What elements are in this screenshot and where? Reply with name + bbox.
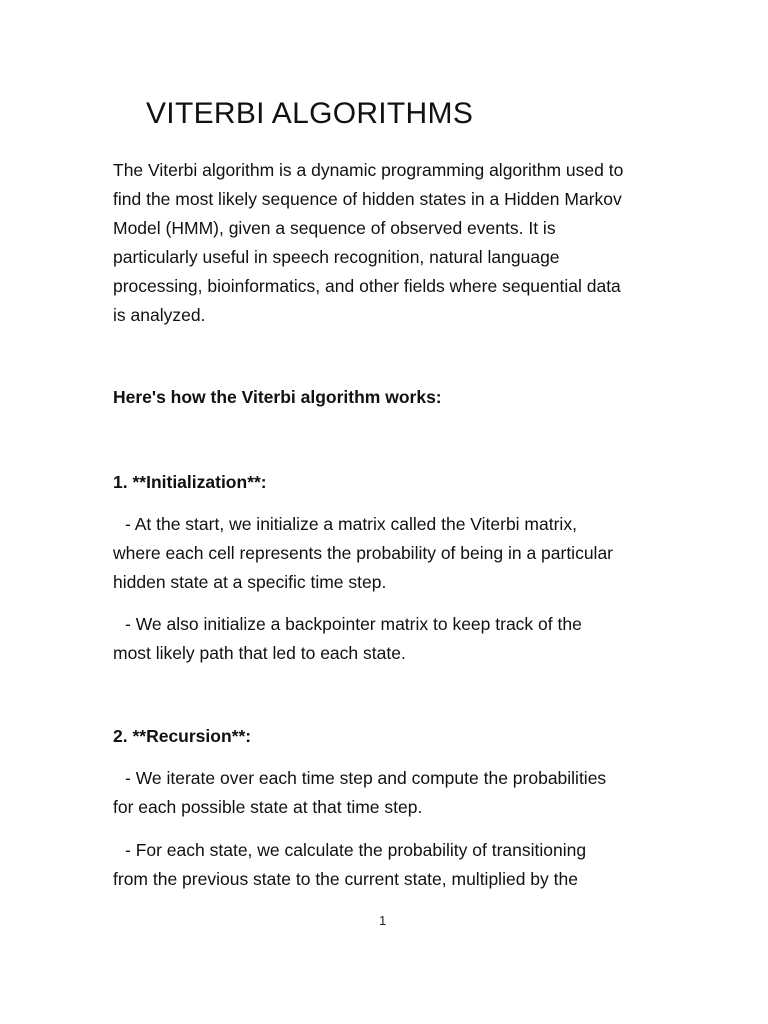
intro-line: Model (HMM), given a sequence of observed events. It is bbox=[113, 218, 556, 238]
initialization-bullet-2 bbox=[113, 610, 673, 668]
intro-line: The Viterbi algorithm is a dynamic programming algorithm used to bbox=[113, 160, 624, 180]
bullet-line: hidden state at a specific time step. bbox=[113, 572, 387, 592]
intro-line: find the most likely sequence of hidden states in a Hidden Markov bbox=[113, 189, 622, 209]
bullet-line: for each possible state at that time step. bbox=[113, 797, 423, 817]
bullet-line: where each cell represents the probability of being in a particular bbox=[113, 543, 614, 563]
document-title: VITERBI ALGORITHMS bbox=[146, 97, 474, 130]
intro-paragraph bbox=[113, 156, 673, 330]
how-it-works-heading: Here's how the Viterbi algorithm works: bbox=[113, 387, 442, 407]
step-heading-initialization: 1. **Initialization**: bbox=[113, 472, 267, 492]
intro-line: particularly useful in speech recognition, natural language bbox=[113, 247, 560, 267]
recursion-bullet-1 bbox=[113, 764, 673, 822]
bullet-line: from the previous state to the current state, multiplied by the bbox=[113, 869, 578, 889]
initialization-bullet-1 bbox=[113, 510, 673, 597]
bullet-line: - At the start, we initialize a matrix called the Viterbi matrix, bbox=[125, 514, 577, 534]
step-heading-recursion: 2. **Recursion**: bbox=[113, 726, 252, 746]
bullet-line: most likely path that led to each state. bbox=[113, 643, 406, 663]
recursion-bullet-2 bbox=[113, 836, 673, 894]
bullet-line: - We also initialize a backpointer matrix to keep track of the bbox=[125, 614, 582, 634]
bullet-line: - For each state, we calculate the probability of transitioning bbox=[125, 840, 587, 860]
page-number: 1 bbox=[379, 913, 387, 928]
intro-line: is analyzed. bbox=[113, 305, 206, 325]
bullet-line: - We iterate over each time step and compute the probabilities bbox=[125, 768, 607, 788]
intro-line: processing, bioinformatics, and other fields where sequential data bbox=[113, 276, 621, 296]
